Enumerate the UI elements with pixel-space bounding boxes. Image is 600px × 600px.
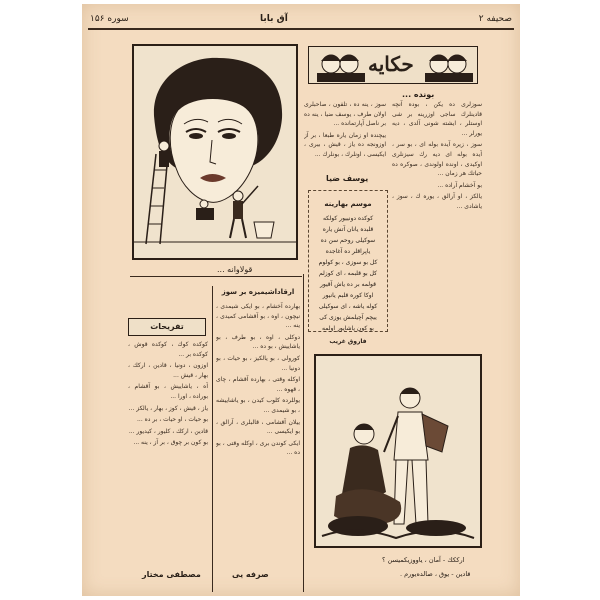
left-paragraph: اوزون ، دونیا ، قادین ، اركك ، بهار ، قیش ...: [128, 362, 208, 379]
story-paragraph: ییچنده او زمان یاره طبعا ، بر آز اوزونجه ده یاز ، قیش ، بیری ، ایکیسی ، اونلرك ، بونلرك ...: [304, 131, 386, 158]
story-author: یوسف ضیا: [326, 174, 369, 183]
middle-paragraph: دوكلی ، اوه ، بو طرف ، بو یاشاییش ، بو ده ...: [216, 333, 300, 351]
cartoon-drawing: [316, 356, 480, 546]
column-divider: [303, 274, 304, 592]
story-column-left: [304, 100, 386, 170]
middle-column-title: ارقاداشیمیزه بر سوز: [221, 288, 295, 296]
story-column-right: [392, 100, 482, 332]
poem-box: [308, 190, 388, 345]
caricature-caption: قولاوانه ...: [217, 265, 253, 274]
middle-paragraph: یوللرده كلوب كیدن ، بو یاشاییشه ، بو شیمدی ...: [216, 397, 300, 414]
story-paragraph: سوز ، ینه ده ، تلفون ، صاحبلری اولان طرف ، یوسف ضیا ، ینه ده بر ناصل آپارتمانده ...: [304, 101, 386, 128]
poem-line: كوله یاشه ، ای سوكیلی: [318, 303, 378, 310]
header-rule: [88, 28, 514, 30]
poem-line: اوكا كوره قلبم یانیور: [322, 292, 374, 299]
poem-line: قلبده یانان آتش یاره: [322, 226, 374, 233]
middle-column-author: صرفه یی: [232, 570, 269, 579]
left-paragraph: بو حیات ، او حیات ، بر ده ...: [137, 416, 208, 424]
left-column-text: [128, 340, 208, 564]
caricature-illustration: [132, 44, 298, 260]
story-paragraph: یالکز ، او آرالق ، یوره ك ، سوز ، یاشادی ...: [392, 193, 482, 210]
left-paragraph: آه ، یاشاییش ، بو آقشام ، بوراده ، اورا ...: [128, 383, 208, 400]
middle-paragraph: ایكی كوندن بری ، اوكله وقتی ، بو ده ...: [216, 439, 300, 457]
middle-paragraph: كورولی ، بو یالکیز ، بو حیات ، بو دونیا ...: [216, 354, 300, 372]
poem-line: سوكیلی روحم سن ده: [320, 237, 376, 244]
header-magazine-name: آق بابا: [260, 14, 288, 24]
cartoon-caption-line2: قادین - یوق ، صالده‌یورم .: [400, 570, 471, 578]
magazine-page: [82, 4, 520, 596]
poem-line: بو كون یاشایور اولمه: [322, 325, 374, 332]
cartoon-caption-line1: ارككك - آمان ، یاووزیكمیسن ؟: [382, 556, 465, 564]
middle-column-text: [216, 302, 300, 566]
column-divider: [212, 286, 213, 592]
middle-paragraph: ییلان آقشامی ، قالبلری ، آرالق ، بو ایكیسی ...: [216, 418, 300, 436]
story-paragraph: سوزلری ده یكن ، بوده آنچه قادینلرك ساجی اوزرینه بر شی اوستلر ، ایشته شونی آلدی ، دیه یورلر ...: [392, 101, 482, 137]
left-column-banner: [128, 318, 206, 336]
poem-line: كل بو قلبمه ، ای كوزلم: [318, 270, 378, 277]
caricature-rule: [130, 276, 302, 277]
story-title: حكايه: [368, 52, 414, 76]
middle-paragraph: بهارده آخشام ، بو ایكی شیمدی ، نیچون ، اوه ، بو آقشامی كمیدی ، ینه ...: [216, 303, 300, 330]
poem-line: قولمه بر ده یاش آقیور: [319, 281, 377, 288]
left-paragraph: یاز ، قیش ، كوز ، بهار ، یالکز ...: [128, 404, 208, 412]
poem-line: كوكده دونییور كولكه: [322, 215, 374, 222]
poem-title: موسم بهارینه: [324, 200, 372, 208]
cartoon-illustration: [314, 354, 482, 548]
caricature-drawing: [134, 46, 296, 258]
poem-line: ییچم آچیلمش یوزی كی: [319, 314, 377, 321]
left-column-banner-title: تفریحات: [150, 322, 184, 331]
story-paragraph: سوز ، زیره آیده بوله ای ، بو سر ، آیده بوله ای دیه رك سیزنلری اوكیدی ، اونده اولوندی ، صوكره ده حیاتك هر زمان ...: [392, 141, 482, 178]
poem-author: فاروق غریب: [329, 338, 367, 345]
poem-line: كل بو سوزی ، بو كولوم: [318, 259, 378, 266]
story-paragraph: بو آخشام آراده ...: [437, 181, 482, 189]
header-page-number: صحیفه ۲: [478, 14, 512, 24]
left-column-author: مصطفی مختار: [142, 570, 201, 579]
story-subhead: بونده ...: [402, 90, 435, 99]
middle-paragraph: اوكله وقتی ، بهارده آقشام ، چای ، قهوه ...: [216, 376, 300, 393]
left-paragraph: بو كون بر چوق ، بر آز ، ینه ...: [133, 439, 208, 447]
header-issue: سوره ۱۵۶: [90, 14, 129, 24]
poem-line: یاپراقلر ده آغاجده: [325, 248, 371, 255]
left-paragraph: قادین ، اركك ، كلیور ، كیدیور ...: [128, 427, 208, 435]
left-paragraph: كوكده كوك ، كوكده قوش ، كوكده بر ...: [128, 341, 208, 358]
